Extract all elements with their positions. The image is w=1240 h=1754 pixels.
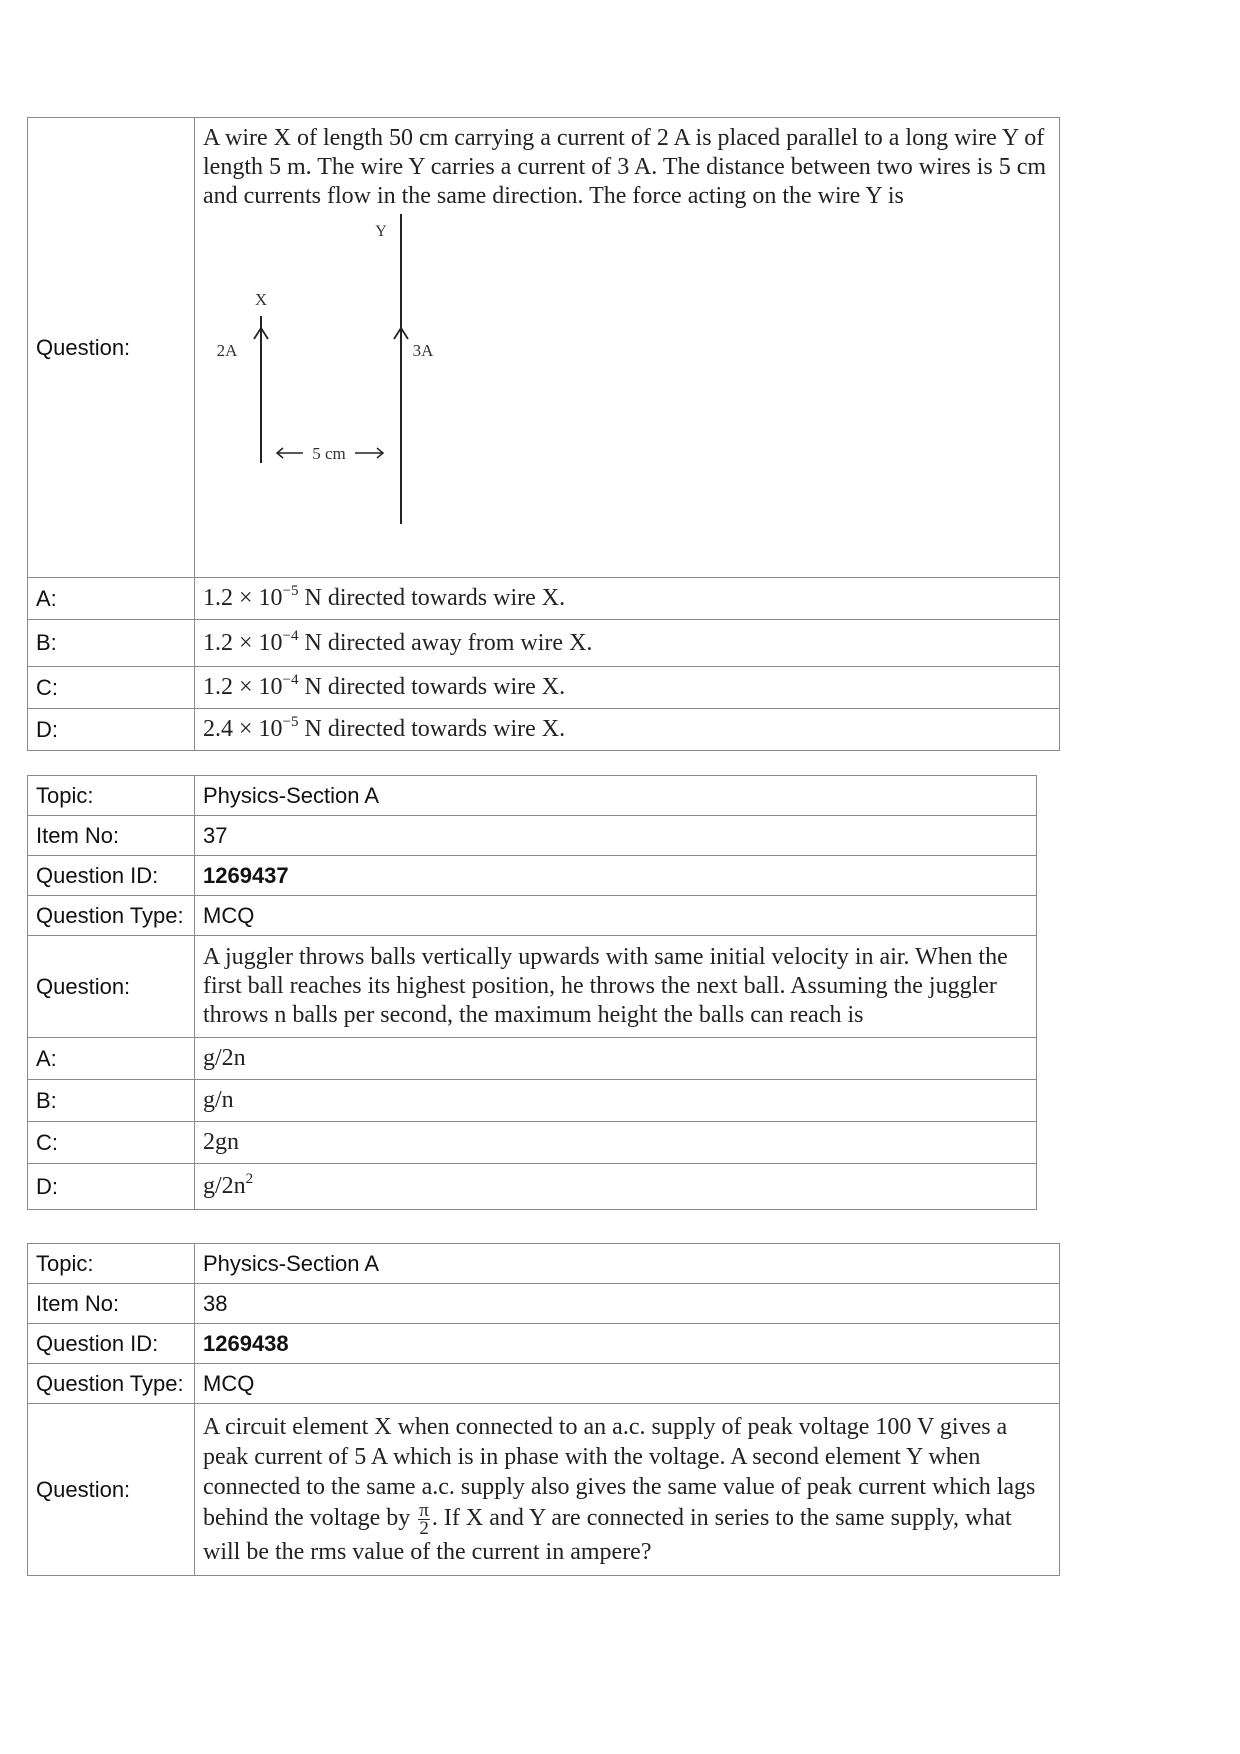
item-no-value: 37	[195, 816, 1037, 856]
option-c-label: C:	[28, 1122, 195, 1164]
option-a-text: $1.2 \times 10^{-5}$ N directed towards wire X.	[195, 578, 1060, 620]
question-id-label: Question ID:	[28, 1324, 195, 1364]
wire-y-label: Y	[375, 223, 387, 240]
option-c-text: 2gn	[195, 1122, 1037, 1164]
question-type-label: Question Type:	[28, 1364, 195, 1404]
topic-label: Topic:	[28, 776, 195, 816]
option-a-label: A:	[28, 1038, 195, 1080]
item-no-label: Item No:	[28, 1284, 195, 1324]
option-b-label: B:	[28, 620, 195, 667]
question-cell	[195, 118, 1060, 578]
question-type-value: MCQ	[195, 896, 1037, 936]
option-b-text: $1.2 \times 10^{-4}$ N directed away from wire X.	[195, 620, 1060, 667]
parallel-wires-diagram	[203, 211, 1060, 531]
question-table-38	[27, 1243, 1060, 1576]
option-a-text: g/2n	[195, 1038, 1037, 1080]
question-type-label: Question Type:	[28, 896, 195, 936]
question-id-value: 1269438	[195, 1324, 1060, 1364]
question-id-label: Question ID:	[28, 856, 195, 896]
question-table-36	[27, 117, 1060, 751]
item-no-label: Item No:	[28, 816, 195, 856]
current-x-label: 2A	[216, 341, 238, 360]
option-a-label: A:	[28, 578, 195, 620]
question-id-value: 1269437	[195, 856, 1037, 896]
option-b-label: B:	[28, 1080, 195, 1122]
question-text: A wire X of length 50 cm carrying a current of 2 A is placed parallel to a long wire Y of length 5 m. The wire Y carries a current of 3 A. The distance between two wires is 5 cm and currents flow in the same direction. The force acting on the wire Y is	[203, 125, 1047, 209]
option-b-text: g/n	[195, 1080, 1037, 1122]
option-d-text: $g/2n^2$	[195, 1164, 1037, 1210]
distance-label: 5 cm	[312, 444, 346, 463]
question-label: Question:	[28, 1404, 195, 1576]
current-y-label: 3A	[412, 341, 434, 360]
option-d-label: D:	[28, 709, 195, 751]
topic-value: Physics-Section A	[195, 1244, 1060, 1284]
question-text: A circuit element X when connected to an a.c. supply of peak voltage 100 V gives a peak current of 5 A which is in phase with the voltage. A second element Y when connected to the same a.c. supply also gives the same value of peak current which lags behind the voltage by $\frac{\pi}{2}$ . If X and Y are connected in series to the same supply, what will be the rms value of the current in ampere?	[195, 1404, 1060, 1576]
topic-label: Topic:	[28, 1244, 195, 1284]
option-c-text: $1.2 \times 10^{-4}$ N directed towards wire X.	[195, 667, 1060, 709]
topic-value: Physics-Section A	[195, 776, 1037, 816]
pi-over-2-fraction: $\frac{\pi}{2}$	[419, 1500, 429, 1539]
question-text: A juggler throws balls vertically upwards with same initial velocity in air. When the first ball reaches its highest position, he throws the next ball. Assuming the juggler throws n balls per second, the maximum height the balls can reach is	[195, 936, 1037, 1038]
option-d-label: D:	[28, 1164, 195, 1210]
question-table-37	[27, 775, 1037, 1210]
option-d-text: $2.4 \times 10^{-5}$ N directed towards wire X.	[195, 709, 1060, 751]
question-label: Question:	[28, 936, 195, 1038]
question-label: Question:	[28, 118, 195, 578]
item-no-value: 38	[195, 1284, 1060, 1324]
option-c-label: C:	[28, 667, 195, 709]
wire-x-label: X	[254, 290, 268, 309]
question-type-value: MCQ	[195, 1364, 1060, 1404]
